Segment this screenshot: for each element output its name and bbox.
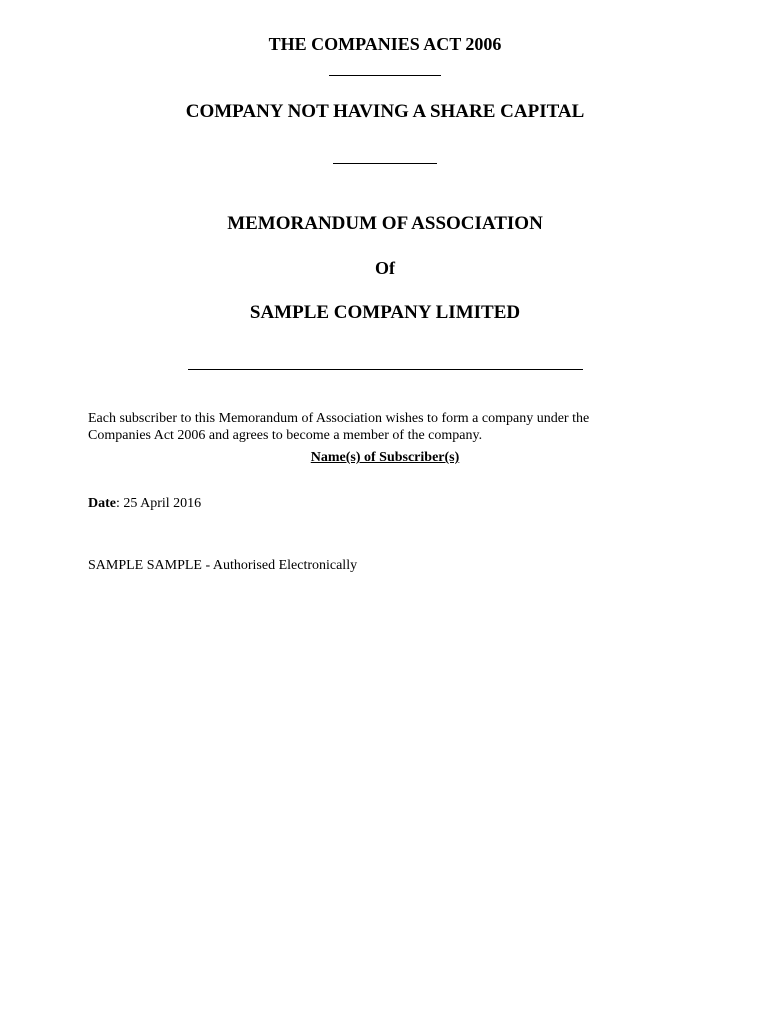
memorandum-title: MEMORANDUM OF ASSOCIATION	[227, 213, 543, 234]
declaration-paragraph	[88, 410, 589, 444]
divider-rule	[329, 75, 441, 76]
declaration-line-2: Companies Act 2006 and agrees to become a member of the company.	[88, 428, 483, 443]
signature-rule	[188, 369, 583, 370]
act-title: THE COMPANIES ACT 2006	[268, 34, 502, 54]
company-type-heading: COMPANY NOT HAVING A SHARE CAPITAL	[185, 101, 585, 122]
date-line	[88, 495, 201, 512]
company-name: SAMPLE COMPANY LIMITED	[249, 302, 521, 323]
divider-rule	[333, 163, 437, 164]
date-value: : 25 April 2016	[116, 496, 202, 511]
date-label: Date	[88, 496, 116, 511]
declaration-line-1: Each subscriber to this Memorandum of Association wishes to form a company under the	[88, 411, 590, 426]
of-label: Of	[375, 258, 395, 278]
subscriber-signature: SAMPLE SAMPLE - Authorised Electronically	[88, 558, 358, 573]
subscribers-heading: Name(s) of Subscriber(s)	[310, 450, 460, 465]
